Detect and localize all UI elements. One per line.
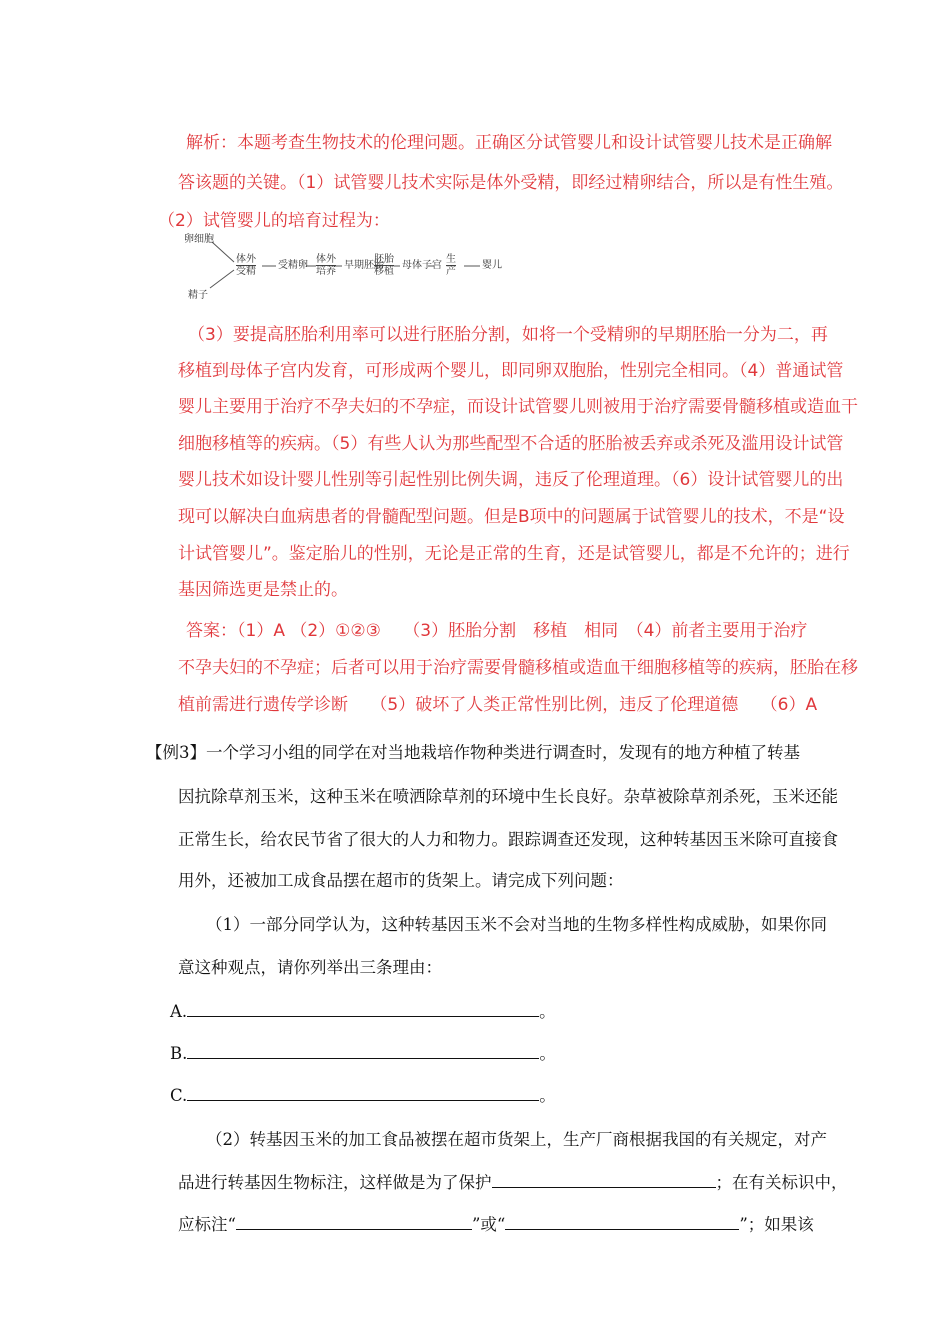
step4-top: 生: [446, 254, 456, 265]
analysis-p2-line-6: 现可以解决白血病患者的骨髓配型问题。但是B项中的问题属于试管婴儿的技术，不是“设: [178, 507, 845, 527]
option-b-row: [170, 1040, 556, 1064]
step-embryo-transfer: [374, 254, 394, 277]
analysis-line-3: （2）试管婴儿的培育过程为：: [158, 211, 390, 231]
step1-bottom: 受精: [236, 266, 256, 277]
analysis-p2-line-7: 计试管婴儿”。鉴定胎儿的性别，无论是正常的生育，还是试管婴儿，都是不允许的；进行: [178, 544, 850, 564]
option-b-label: B.: [170, 1044, 188, 1063]
step2-bottom: 培养: [316, 266, 336, 277]
question1-line-2: 意这种观点，请你列举出三条理由：: [178, 958, 442, 977]
early-embryo-label: 早期胚胎: [344, 260, 384, 271]
question2-line-3-start: 应标注“: [178, 1215, 236, 1234]
answer-line-1: 答案：（1）A （2）①②③ （3）胚胎分割 移植 相同 （4）前者主要用于治疗: [186, 621, 808, 641]
analysis-p2-line-1: （3）要提高胚胎利用率可以进行胚胎分割，如将一个受精卵的早期胚胎一分为二，再: [188, 325, 828, 345]
example3-line-2: 因抗除草剂玉米，这种玉米在喷洒除草剂的环境中生长良好。杂草被除草剂杀死，玉米还能: [178, 787, 838, 806]
label-blank-1[interactable]: [236, 1215, 472, 1230]
sperm-label: 精子: [188, 290, 208, 301]
step3-bottom: 移植: [374, 266, 394, 277]
option-c-blank[interactable]: [187, 1086, 539, 1101]
analysis-p2-line-3: 婴儿主要用于治疗不孕夫妇的不孕症，而设计试管婴儿则被用于治疗需要骨髓移植或造血干: [178, 397, 858, 417]
answer-line-2: 不孕夫妇的不孕症；后者可以用于治疗需要骨髓移植或造血干细胞移植等的疾病，胚胎在移: [178, 658, 858, 678]
analysis-p2-line-8: 基因筛选更是禁止的。: [178, 580, 348, 600]
question2-line-3-end: ”；如果该: [739, 1215, 814, 1234]
question1-line-1: （1）一部分同学认为，这种转基因玉米不会对当地的生物多样性构成威胁，如果你同: [206, 915, 827, 934]
fertilized-egg-label: 受精卵: [278, 260, 308, 271]
option-b-period: 。: [539, 1044, 556, 1063]
option-c-period: 。: [539, 1086, 556, 1105]
question2-line-2: [178, 1169, 848, 1193]
question2-line-2-end: ；在有关标识中，: [715, 1173, 848, 1192]
uterus-label: 母体子宫: [402, 260, 442, 271]
option-a-row: [170, 998, 556, 1022]
step4-bottom: 产: [446, 266, 456, 277]
example3-line-1: 【例3】一个学习小组的同学在对当地栽培作物种类进行调查时，发现有的地方种植了转基: [146, 743, 800, 762]
egg-cell-label: 卵细胞: [184, 234, 214, 245]
step-in-vitro-culture: [316, 254, 336, 277]
option-c-label: C.: [170, 1086, 188, 1105]
question2-line-2-start: 品进行转基因生物标注，这样做是为了保护: [178, 1173, 492, 1192]
question2-line-1: （2）转基因玉米的加工食品被摆在超市货架上，生产厂商根据我国的有关规定，对产: [206, 1130, 827, 1149]
step-birth: [446, 254, 456, 277]
option-c-row: [170, 1082, 556, 1106]
option-a-blank[interactable]: [187, 1002, 539, 1017]
protect-blank[interactable]: [492, 1173, 716, 1188]
baby-label: 婴儿: [482, 260, 502, 271]
question2-line-3-mid: ”或“: [471, 1215, 506, 1234]
option-a-label: A.: [170, 1002, 188, 1021]
option-a-period: 。: [539, 1002, 556, 1021]
analysis-line-1: 解析：本题考查生物技术的伦理问题。正确区分试管婴儿和设计试管婴儿技术是正确解: [186, 133, 832, 153]
analysis-p2-line-2: 移植到母体子宫内发育，可形成两个婴儿，即同卵双胞胎，性别完全相同。（4）普通试管: [178, 361, 844, 381]
analysis-p2-line-5: 婴儿技术如设计婴儿性别等引起性别比例失调，违反了伦理道理。（6）设计试管婴儿的出: [178, 470, 844, 490]
example3-line-4: 用外，还被加工成食品摆在超市的货架上。请完成下列问题：: [178, 871, 624, 890]
analysis-line-2: 答该题的关键。（1）试管婴儿技术实际是体外受精，即经过精卵结合，所以是有性生殖。: [178, 173, 844, 193]
option-b-blank[interactable]: [187, 1044, 539, 1059]
ivf-process-diagram: [184, 232, 524, 302]
question2-line-3: [178, 1211, 814, 1235]
step-in-vitro-fertilization: [236, 254, 256, 277]
analysis-p2-line-4: 细胞移植等的疾病。（5）有些人认为那些配型不合适的胚胎被丢弃或杀死及滥用设计试管: [178, 434, 844, 454]
answer-line-3: 植前需进行遗传学诊断 （5）破坏了人类正常性别比例，违反了伦理道德 （6）A: [178, 695, 818, 715]
step3-top: 胚胎: [374, 254, 394, 265]
step2-top: 体外: [316, 254, 336, 265]
example3-line-3: 正常生长，给农民节省了很大的人力和物力。跟踪调查还发现，这种转基因玉米除可直接食: [178, 830, 838, 849]
label-blank-2[interactable]: [505, 1215, 739, 1230]
step1-top: 体外: [236, 254, 256, 265]
